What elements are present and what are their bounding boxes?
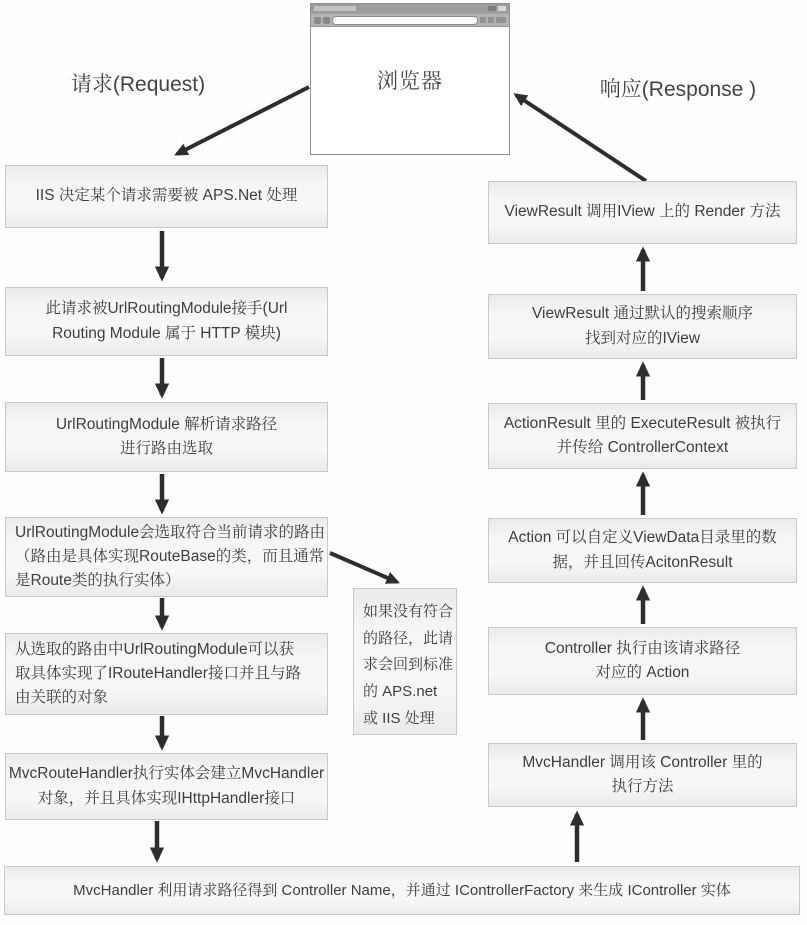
flow-box-viewresult-search [488,294,797,359]
box-text-line: 是Route类的执行实体） [15,572,181,589]
browser-content [311,27,509,154]
box-text-line: 执行方法 [611,778,674,795]
browser-minimize-icon [488,6,496,11]
box-text-line: 找到对应的IView [584,329,701,347]
browser-titlebar [311,4,509,13]
flow-box-action-viewdata [488,518,797,583]
box-text-line: 取具体实现了IRouteHandler接口并且与路 [15,664,301,682]
box-text-line: 据，并且回传AcitonResult [552,553,733,571]
browser-forward-icon [323,17,330,24]
flow-box-controller-action [488,627,797,695]
box-text-line: 求会回到标准 [363,656,454,674]
flow-box-mvchandler-invoke [488,743,797,807]
box-text-line: Controller 执行由该请求路径 [544,639,741,657]
box-text-line: 的 APS.net [363,683,438,701]
browser-toolbar [311,13,509,27]
browser-back-icon [314,17,321,24]
arrow-response-to-browser [516,95,646,181]
browser-menu-icon [496,17,506,23]
flow-box-viewresult-render [488,181,797,244]
box-text-line: 此请求被UrlRoutingModule接手(Url [45,300,288,318]
box-text-line: 对应的 Action [595,664,690,681]
flow-box-iroutehandler [5,633,328,715]
browser-window [310,3,510,155]
box-text-line: （路由是具体实现RouteBase的类，而且通常 [15,547,325,565]
browser-tab [314,6,356,11]
flow-box-actionresult-execute [488,403,797,469]
browser-toolbar-icon [488,17,494,23]
response-label: 响应(Response ) [599,78,757,101]
browser-close-icon [498,6,506,11]
box-text-line: 从选取的路由中UrlRoutingModule可以获 [15,640,295,658]
box-text-line: 并传给 ControllerContext [556,439,729,456]
browser-label: 浏览器 [377,69,443,93]
arrow-to-side-note [330,553,397,582]
box-text-line: 对象，并且具体实现IHttpHandler接口 [37,789,296,807]
flow-box-urlroutingmodule-takeover [5,287,328,356]
request-label: 请求(Request) [70,73,206,96]
flow-box-select-route [5,517,328,597]
box-text-line: 由关联的对象 [15,689,109,706]
box-text-line: UrlRoutingModule会选取符合当前请求的路由 [15,523,326,541]
box-text-line: ViewResult 通过默认的搜索顺序 [531,305,754,323]
box-text-line: Routing Module 属于 HTTP 模块) [52,324,281,342]
flow-box-parse-path [5,402,328,472]
browser-address-bar [332,16,478,25]
flow-box-fallback-note [353,588,457,735]
box-text-line: 如果没有符合 [363,603,454,620]
flow-box-iis-decides [5,165,328,228]
box-text-line: MvcRouteHandler执行实体会建立MvcHandler [8,765,325,783]
flow-box-controllerfactory [4,866,800,915]
box-text-line: MvcHandler 调用该 Controller 里的 [522,753,763,771]
box-text-line: 或 IIS 处理 [363,709,435,727]
box-text-line: ActionResult 里的 ExecuteResult 被执行 [503,414,782,432]
flow-box-mvcroutehandler [5,753,328,820]
box-text-line: MvcHandler 利用请求路径得到 Controller Name，并通过 IControllerFactory 来生成 IController 实体 [73,881,731,899]
box-text-line: ViewResult 调用IView 上的 Render 方法 [504,203,781,221]
box-text-line: Action 可以自定义ViewData目录里的数 [508,529,777,547]
box-text-line: UrlRoutingModule 解析请求路径 [55,415,278,433]
box-text-line: 的路径，此请 [363,629,454,647]
browser-toolbar-icon [480,17,486,23]
box-text-line: IIS 决定某个请求需要被 APS.Net 处理 [35,187,298,205]
box-text-line: 进行路由选取 [119,440,213,457]
